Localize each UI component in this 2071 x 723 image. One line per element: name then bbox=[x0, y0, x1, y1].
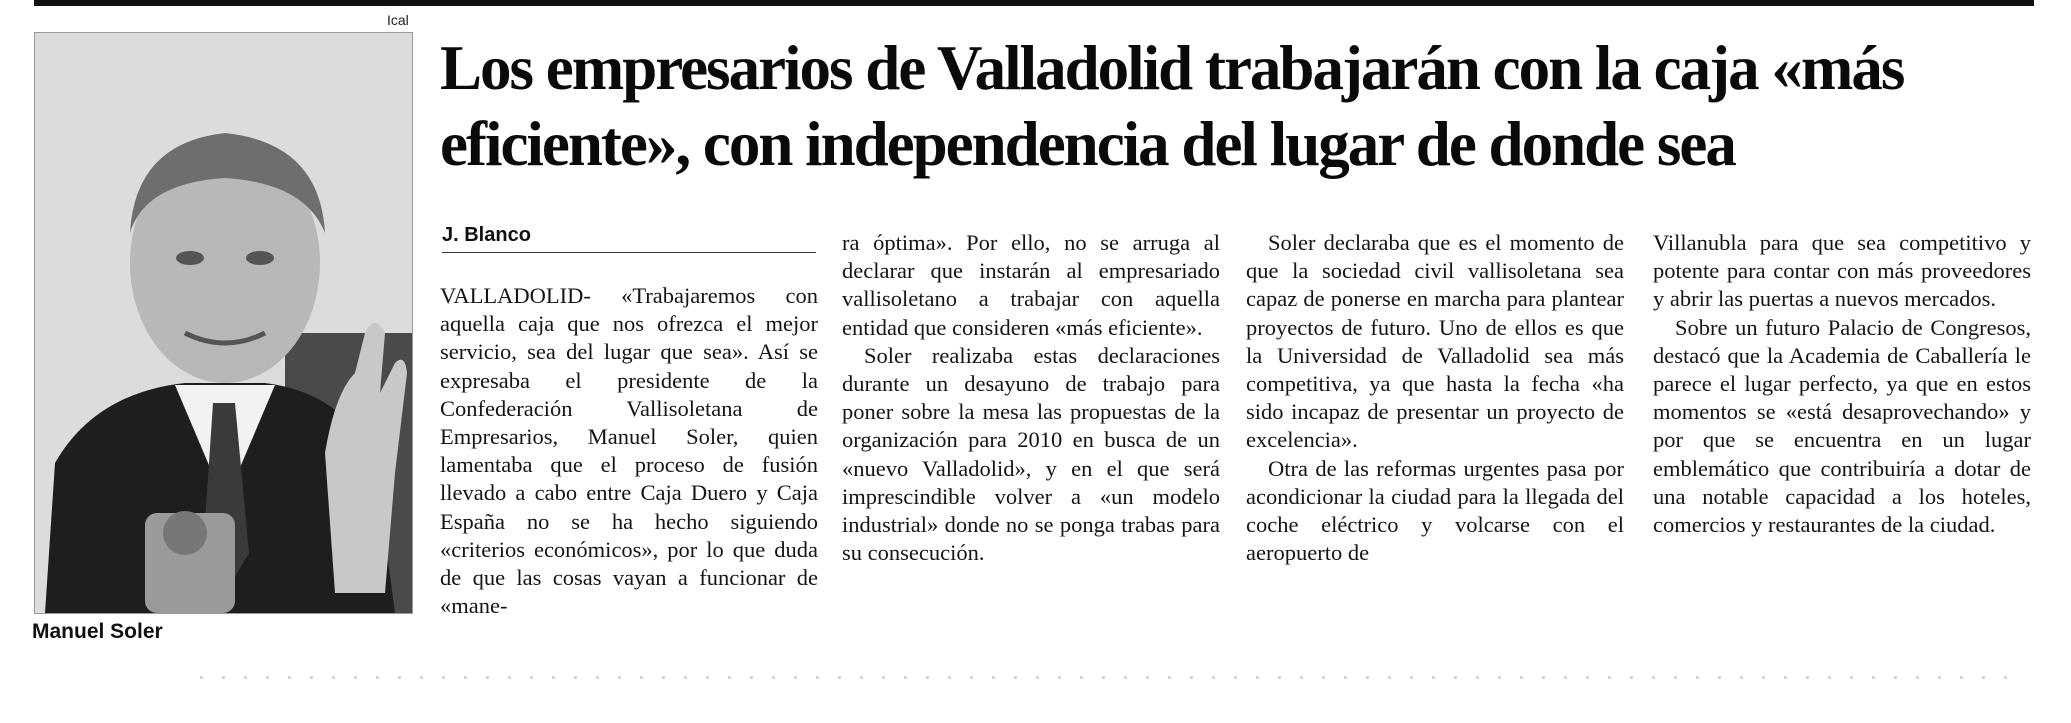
paragraph: Villanubla para que sea competitivo y potente para contar con más proveedores y abrir las puertas a nuevos mercados. bbox=[1653, 230, 2031, 312]
article-column-1 bbox=[440, 282, 818, 620]
byline: J. Blanco bbox=[442, 224, 531, 246]
photo-credit: Ical bbox=[387, 12, 409, 28]
portrait-illustration bbox=[35, 33, 412, 613]
paragraph: ra óptima». Por ello, no se arruga al declarar que instarán al empresariado vallisoletano a trabajar con aquella entidad que consideren «más eficiente». bbox=[842, 230, 1220, 340]
article-column-4 bbox=[1653, 229, 2031, 539]
paragraph: Soler declaraba que es el momento de que la sociedad civil vallisoletana sea capaz de ponerse en marcha para plantear proyectos de futuro. Uno de ellos es que la Universidad de Valladolid sea más competitiva, ya que hasta la fecha «ha sido incapaz de presentar un proyecto de excelencia». bbox=[1246, 230, 1624, 453]
paragraph: Otra de las reformas urgentes pasa por acondicionar la ciudad para la llegada del coche eléctrico y volcarse con el aeropuerto de bbox=[1246, 455, 1624, 566]
headline: Los empresarios de Valladolid trabajarán con la caja «más eficiente», con independencia del lugar de donde sea bbox=[440, 33, 1904, 179]
article-column-2 bbox=[842, 229, 1220, 567]
paragraph: VALLADOLID- «Trabajaremos con aquella caja que nos ofrezca el mejor servicio, sea del lugar que sea». Así se expresaba el presidente de la Confederación Vallisoletana de Empresarios, Manuel Soler, quien lamentaba que el proceso de fusión llevado a cabo entre Caja Duero y Caja España no se ha hecho siguiendo «criterios económicos», por lo que duda de que las cosas vayan a funcionar de «mane- bbox=[440, 283, 818, 619]
scan-noise bbox=[200, 676, 2020, 679]
byline-rule bbox=[442, 252, 816, 253]
portrait-photo bbox=[34, 32, 413, 614]
paragraph: Soler realizaba estas declaraciones durante un desayuno de trabajo para poner sobre la mesa las propuestas de la organización para 2010 en busca de un «nuevo Valladolid», y en el que será imprescindible volver a «un modelo industrial» donde no se ponga trabas para su consecución. bbox=[842, 342, 1220, 566]
article-column-3 bbox=[1246, 229, 1624, 567]
photo-caption: Manuel Soler bbox=[32, 620, 163, 643]
top-rule bbox=[34, 0, 2034, 6]
paragraph: Sobre un futuro Palacio de Congresos, destacó que la Academia de Caballería le parece el lugar perfecto, ya que en estos momentos se «está desaprovechando» y por que se encuentra en un lugar emblemático que contribuiría a dotar de una notable capacidad a los hoteles, comercios y restaurantes de la ciudad. bbox=[1653, 314, 2031, 538]
